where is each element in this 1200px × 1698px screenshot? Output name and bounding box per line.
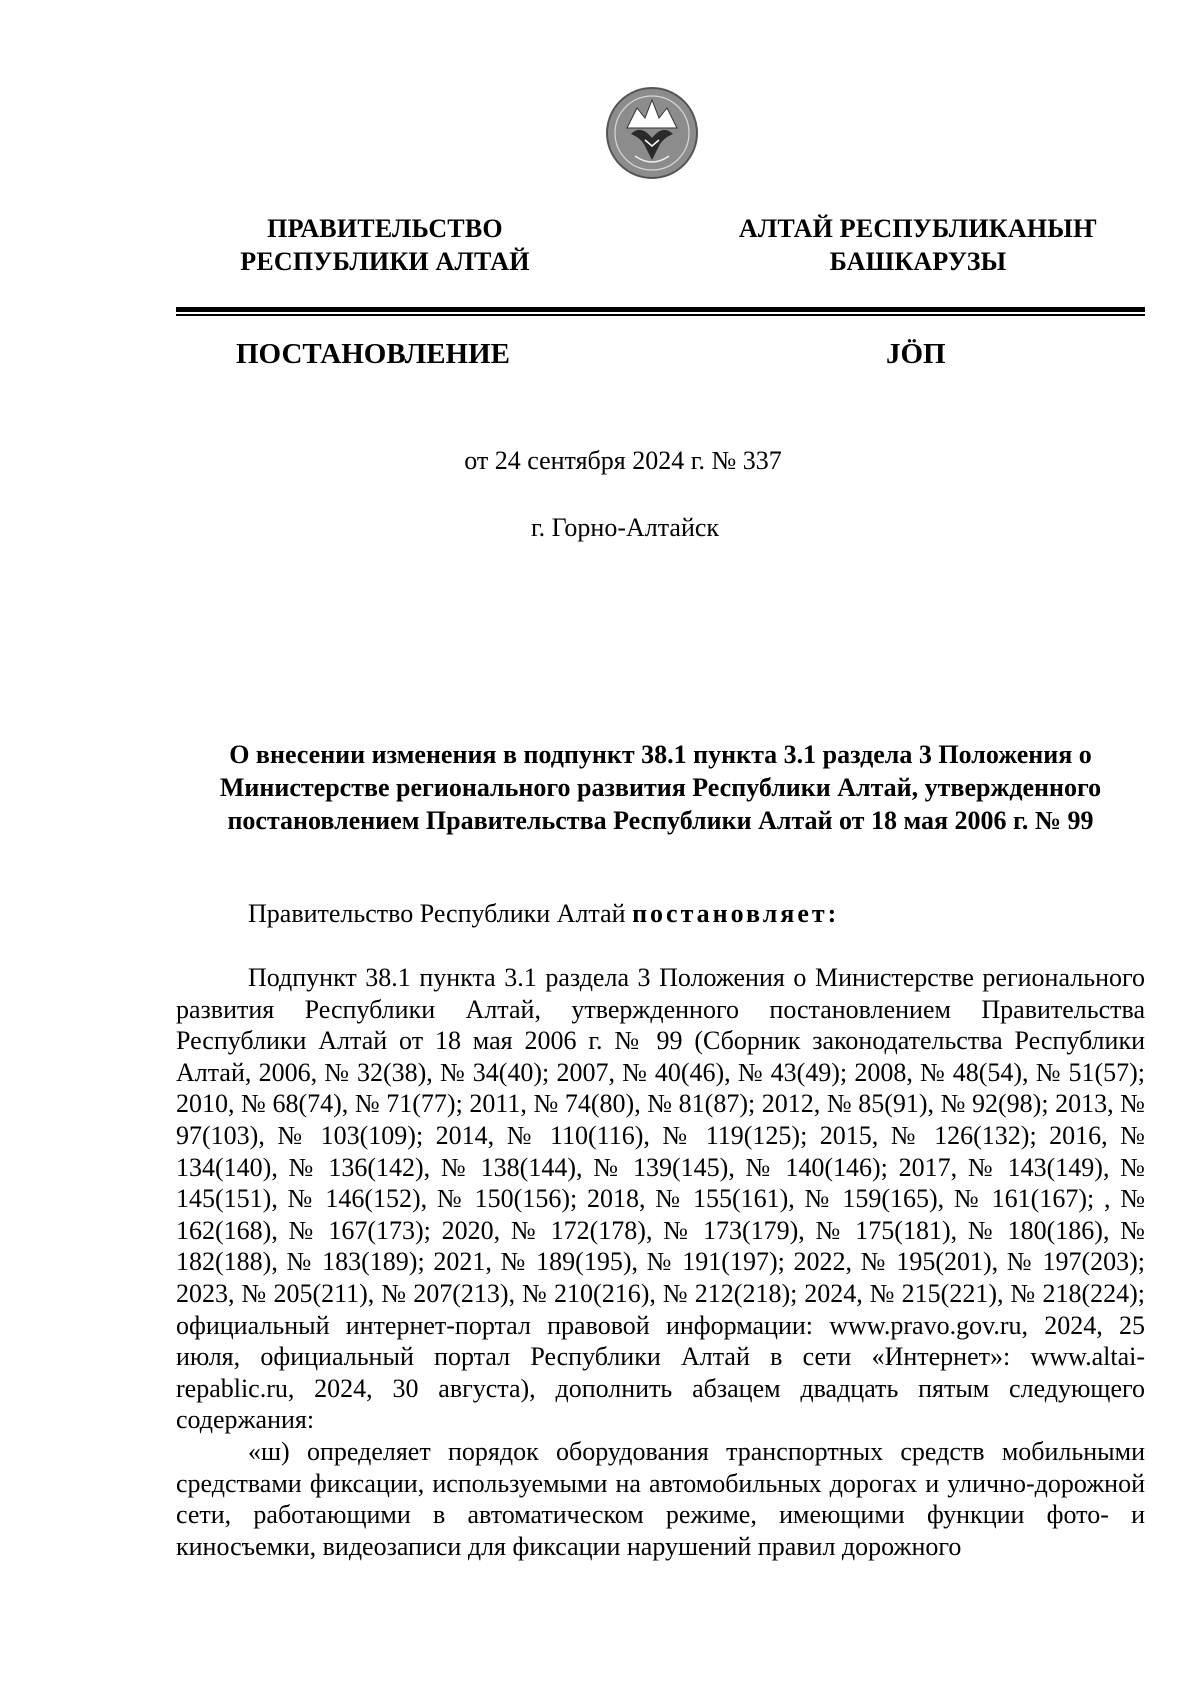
government-name-alt-line1: АЛТАЙ РЕСПУБЛИКАНЫҤ <box>738 214 1098 243</box>
government-name-alt-line2: БАШКАРУЗЫ <box>829 247 1007 276</box>
document-city: г. Горно-Алтайск <box>530 513 720 542</box>
government-name-ru-line1: ПРАВИТЕЛЬСТВО <box>267 214 503 243</box>
coat-of-arms-icon <box>605 86 699 180</box>
header-divider-thick <box>176 307 1145 312</box>
document-type-alt: JÖП <box>886 338 946 370</box>
government-name-ru <box>235 212 535 278</box>
body-paragraph-2: «ш) определяет порядок оборудования транспортных средств мобильными средствами фиксации, используемыми на автомобильных дорогах и улично-дорожной сети, работающими в автоматическом режиме, имеющими функции фото- и киносъемки, видеозаписи для фиксации нарушений правил дорожного <box>176 1436 1145 1561</box>
document-type-ru: ПОСТАНОВЛЕНИЕ <box>236 338 511 370</box>
government-name-alt <box>728 212 1108 278</box>
document-title: О внесении изменения в подпункт 38.1 пункта 3.1 раздела 3 Положения о Министерстве регионального развития Республики Алтай, утвержденного постановлением Правительства Республики Алтай от 18 мая 2006 г. № 99 <box>219 740 1102 835</box>
decree-statement <box>248 898 839 930</box>
decree-emphasis: постановляет: <box>632 899 840 928</box>
government-name-ru-line2: РЕСПУБЛИКИ АЛТАЙ <box>240 247 530 276</box>
body-paragraph-1: Подпункт 38.1 пункта 3.1 раздела 3 Положения о Министерстве регионального развития Республики Алтай, утвержденного постановлением Правительства Республики Алтай от 18 мая 2006 г. № 99 (Сборник законодательства Республики Алтай, 2006, № 32(38), № 34(40); 2007, № 40(46), № 43(49); 2008, № 48(54), № 51(57); 2010, № 68(74), № 71(77); 2011, № 74(80), № 81(87); 2012, № 85(91), № 92(98); 2013, № 97(103), № 103(109); 2014, № 110(116), № 119(125); 2015, № 126(132); 2016, № 134(140), № 136(142), № 138(144), № 139(145), № 140(146); 2017, № 143(149), № 145(151), № 146(152), № 150(156); 2018, № 155(161), № 159(165), № 161(167); , № 162(168), № 167(173); 2020, № 172(178), № 173(179), № 175(181), № 180(186), № 182(188), № 183(189); 2021, № 189(195), № 191(197); 2022, № 195(201), № 197(203); 2023, № 205(211), № 207(213), № 210(216), № 212(218); 2024, № 215(221), № 218(224); официальный интернет-портал правовой информации: www.pravo.gov.ru, 2024, 25 июля, официальный портал Республики Алтай в сети «Интернет»: www.altai-repablic.ru, 2024, 30 августа), дополнить абзацем двадцать пятым следующего содержания: <box>176 963 1145 1435</box>
header-divider-thin <box>176 314 1145 316</box>
document-date-number: от 24 сентября 2024 г. № 337 <box>464 446 782 475</box>
decree-prefix: Правительство Республики Алтай <box>248 899 633 928</box>
document-body <box>176 962 1145 1562</box>
